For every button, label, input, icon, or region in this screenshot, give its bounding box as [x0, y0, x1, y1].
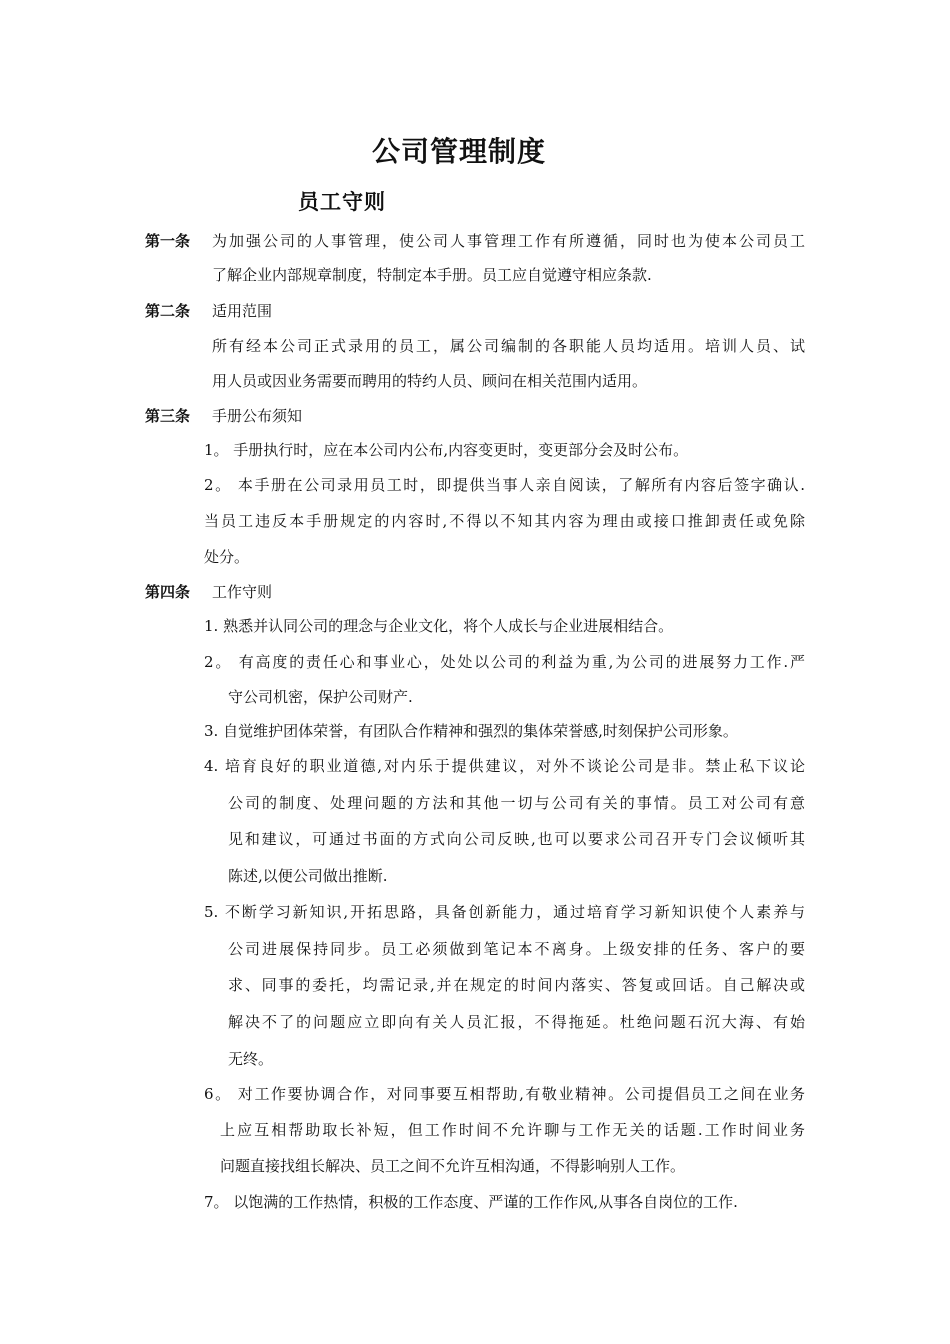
rule-6-line-3: 问题直接找组长解决、员工之间不允许互相沟通，不得影响别人工作。 [220, 1157, 686, 1175]
document-title: 公司管理制度 [371, 135, 546, 168]
rule-5-line-5: 无终。 [228, 1050, 274, 1068]
rule-4-line-2: 公司的制度、处理问题的方法和其他一切与公司有关的事情。员工对公司有意 [228, 794, 805, 812]
article-2-heading: 适用范围 [212, 302, 273, 320]
article-3-label: 第三条 [145, 407, 191, 425]
article-1-label: 第一条 [145, 232, 191, 250]
article-1-line-1: 了解企业内部规章制度，特制定本手册。员工应自觉遵守相应条款. [212, 266, 652, 284]
rule-1-line-1: 1. 熟悉并认同公司的理念与企业文化，将个人成长与企业进展相结合。 [204, 617, 674, 635]
article-3-line-4: 处分。 [204, 548, 250, 566]
article-4-label: 第四条 [145, 583, 191, 601]
article-3-heading: 手册公布须知 [212, 407, 303, 425]
rule-7-line-1: 7。 以饱满的工作热情，积极的工作态度、严谨的工作作风,从事各自岗位的工作. [204, 1193, 738, 1211]
rule-6-line-1: 6。 对工作要协调合作，对同事要互相帮助,有敬业精神。公司提倡员工之间在业务 [204, 1085, 805, 1103]
rule-3-line-1: 3. 自觉维护团体荣誉，有团队合作精神和强烈的集体荣誉感,时刻保护公司形象。 [204, 722, 738, 740]
rule-4-line-1: 4. 培育良好的职业道德,对内乐于提供建议，对外不谈论公司是非。禁止私下议论 [204, 757, 805, 775]
rule-2-line-2: 守公司机密，保护公司财产. [228, 688, 413, 706]
rule-4-line-3: 见和建议，可通过书面的方式向公司反映,也可以要求公司召开专门会议倾听其 [228, 830, 805, 848]
rule-4-line-4: 陈述,以便公司做出推断. [228, 867, 388, 885]
article-2-label: 第二条 [145, 302, 191, 320]
rule-5-line-1: 5. 不断学习新知识,开拓思路，具备创新能力，通过培育学习新知识使个人素养与 [204, 903, 805, 921]
rule-5-line-2: 公司进展保持同步。员工必须做到笔记本不离身。上级安排的任务、客户的要 [228, 940, 805, 958]
rule-2-line-1: 2。 有高度的责任心和事业心，处处以公司的利益为重,为公司的进展努力工作.严 [204, 653, 805, 671]
article-4-heading: 工作守则 [212, 583, 273, 601]
article-2-line-2: 用人员或因业务需要而聘用的特约人员、顾问在相关范围内适用。 [212, 372, 648, 390]
article-3-line-1: 1。 手册执行时，应在本公司内公布,内容变更时，变更部分会及时公布。 [204, 441, 689, 459]
article-3-line-3: 当员工违反本手册规定的内容时,不得以不知其内容为理由或接口推卸责任或免除 [204, 512, 805, 530]
section-title: 员工守则 [298, 190, 386, 214]
article-2-line-1: 所有经本公司正式录用的员工，属公司编制的各职能人员均适用。培训人员、试 [212, 337, 805, 355]
rule-6-line-2: 上应互相帮助取长补短，但工作时间不允许聊与工作无关的话题.工作时间业务 [220, 1121, 805, 1139]
article-3-line-2: 2。 本手册在公司录用员工时，即提供当事人亲自阅读，了解所有内容后签字确认. [204, 476, 805, 494]
rule-5-line-3: 求、同事的委托，均需记录,并在规定的时间内落实、答复或回话。自己解决或 [228, 976, 805, 994]
article-1-heading: 为加强公司的人事管理，使公司人事管理工作有所遵循，同时也为使本公司员工 [212, 232, 805, 250]
rule-5-line-4: 解决不了的问题应立即向有关人员汇报，不得拖延。杜绝问题石沉大海、有始 [228, 1013, 805, 1031]
